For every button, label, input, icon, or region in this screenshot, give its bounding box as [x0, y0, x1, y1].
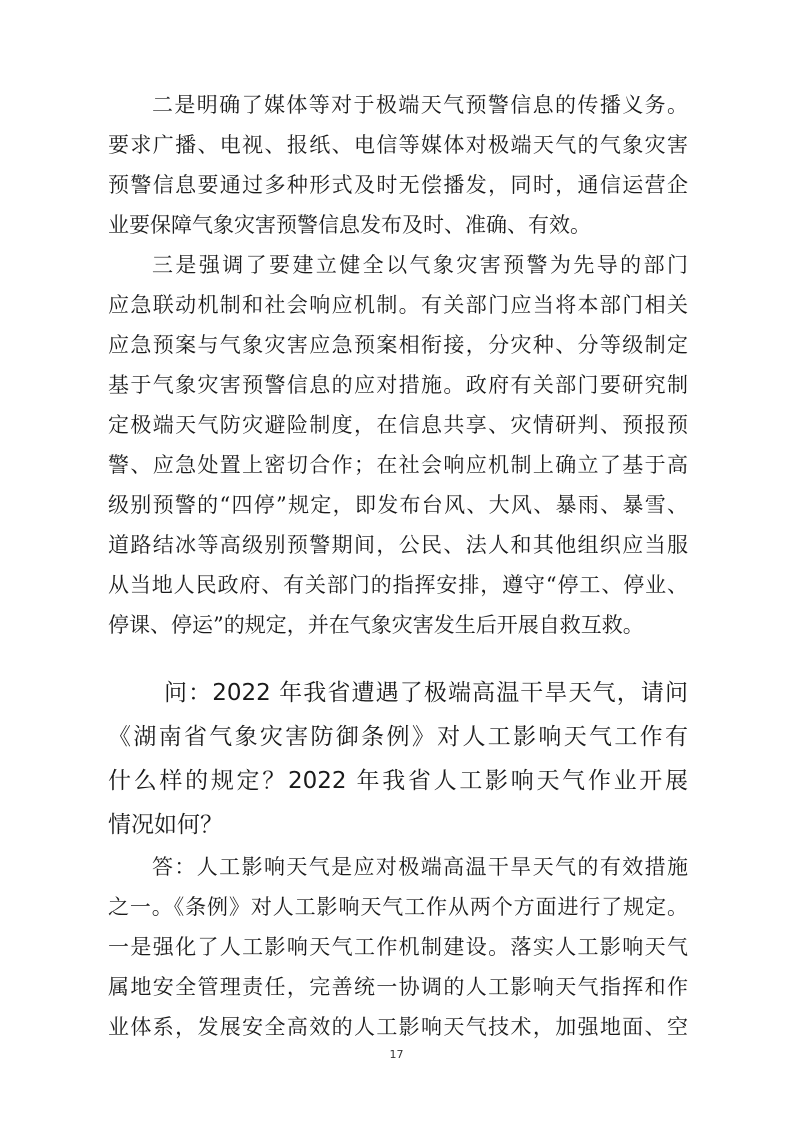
- text-line: 级别预警的“四停”规定，即发布台风、大风、暴雨、暴雪、: [108, 493, 688, 517]
- text-line: 三是强调了要建立健全以气象灾害预警为先导的部门: [152, 253, 688, 277]
- text-line: 警、应急处置上密切合作；在社会响应机制上确立了基于高: [108, 453, 688, 477]
- text-line: 道路结冰等高级别预警期间，公民、法人和其他组织应当服: [108, 533, 688, 557]
- text-line: 一是强化了人工影响天气工作机制建设。落实人工影响天气: [108, 935, 688, 959]
- page-number: 17: [389, 1048, 404, 1061]
- question-line: 情况如何？: [108, 812, 223, 838]
- text-line: 停课、停运”的规定，并在气象灾害发生后开展自救互救。: [108, 613, 644, 637]
- text-line: 二是明确了媒体等对于极端天气预警信息的传播义务。: [152, 93, 688, 117]
- text-line: 预警信息要通过多种形式及时无偿播发，同时，通信运营企: [108, 173, 688, 197]
- text-line: 应急联动机制和社会响应机制。有关部门应当将本部门相关: [108, 293, 688, 317]
- text-line: 答：人工影响天气是应对极端高温干旱天气的有效措施: [152, 855, 688, 879]
- text-line: 要求广播、电视、报纸、电信等媒体对极端天气的气象灾害: [108, 133, 688, 157]
- text-line: 基于气象灾害预警信息的应对措施。政府有关部门要研究制: [108, 373, 688, 397]
- text-line: 业体系，发展安全高效的人工影响天气技术，加强地面、空: [108, 1015, 688, 1039]
- text-line: 应急预案与气象灾害应急预案相衔接，分灾种、分等级制定: [108, 333, 688, 357]
- question-line: 什么样的规定？2022 年我省人工影响天气作业开展: [108, 768, 688, 794]
- question-line: 问：2022 年我省遭遇了极端高温干旱天气，请问: [164, 680, 688, 706]
- question-line: 《湖南省气象灾害防御条例》对人工影响天气工作有: [108, 724, 688, 750]
- text-line: 业要保障气象灾害预警信息发布及时、准确、有效。: [108, 213, 591, 237]
- text-line: 定极端天气防灾避险制度，在信息共享、灾情研判、预报预: [108, 413, 688, 437]
- text-line: 属地安全管理责任，完善统一协调的人工影响天气指挥和作: [108, 975, 688, 999]
- text-line: 之一。《条例》对人工影响天气工作从两个方面进行了规定。: [108, 895, 688, 919]
- text-line: 从当地人民政府、有关部门的指挥安排，遵守“停工、停业、: [108, 573, 688, 597]
